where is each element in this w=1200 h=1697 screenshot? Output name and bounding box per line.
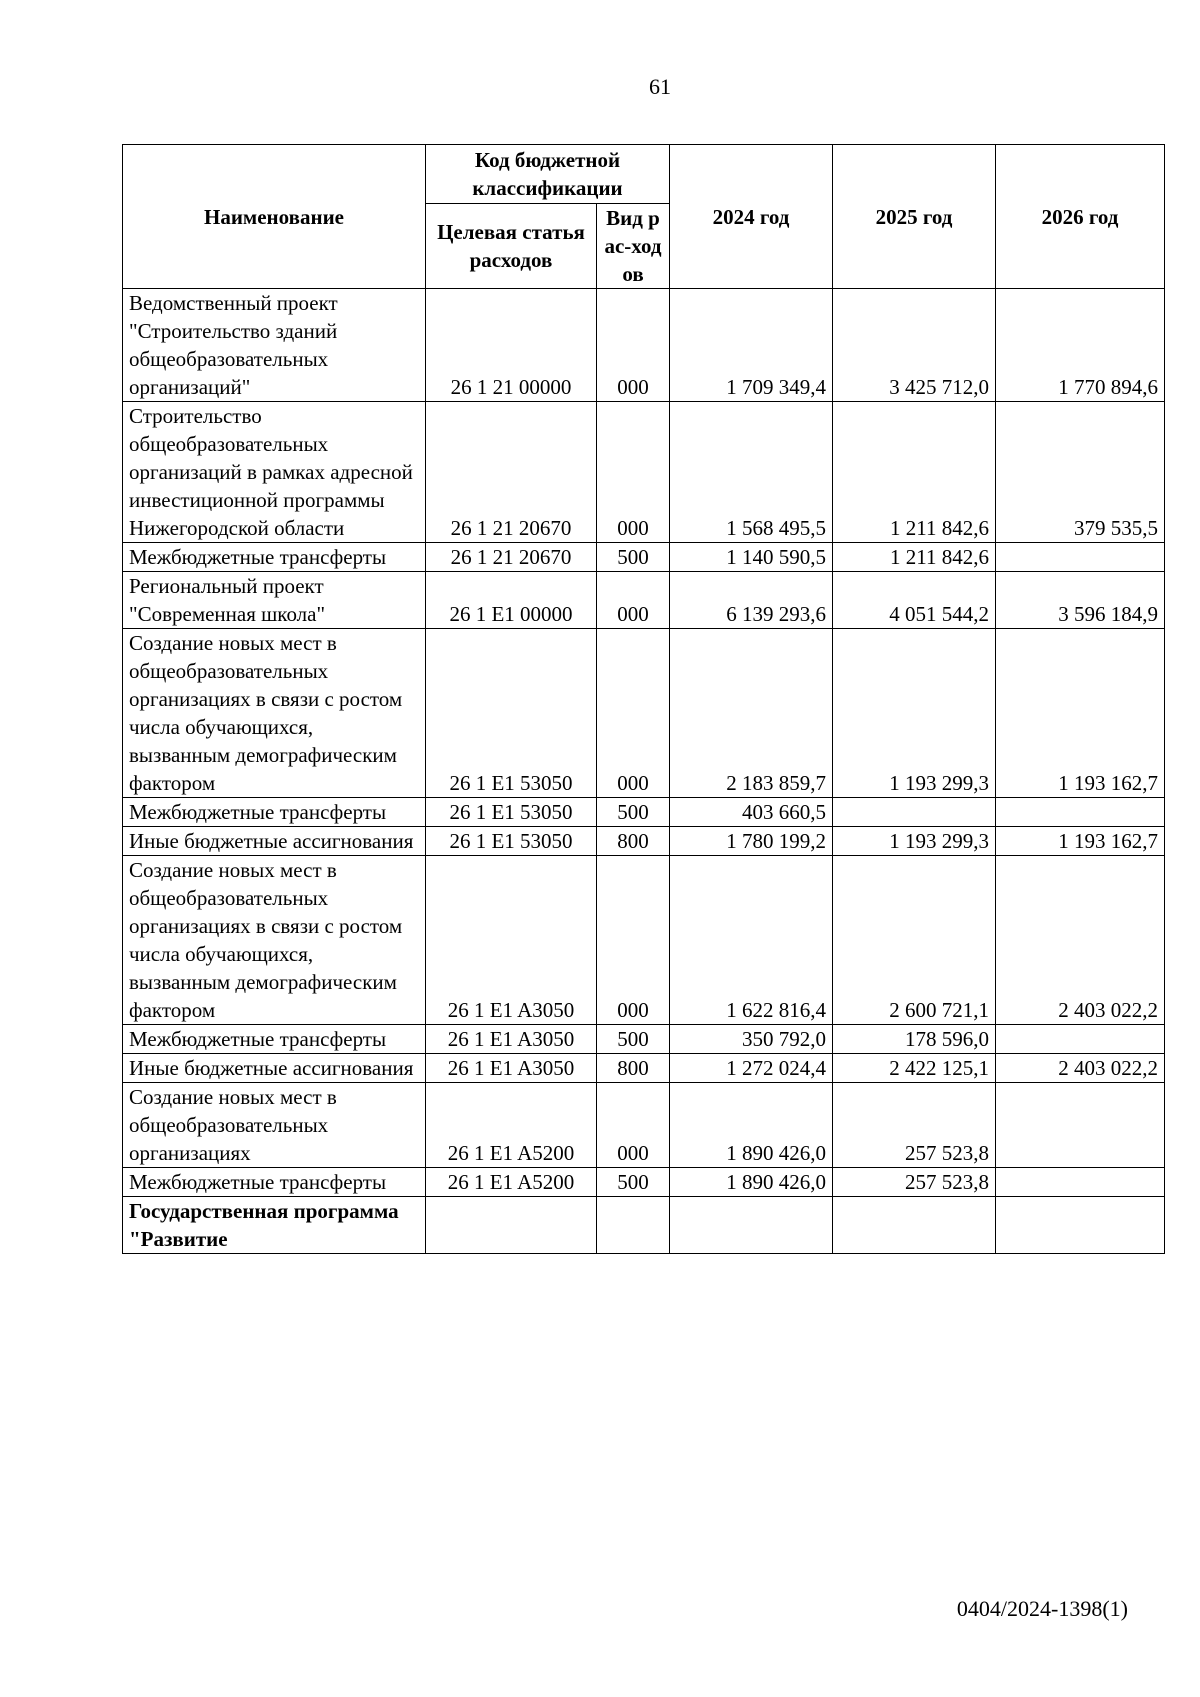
row-value-2026: 3 596 184,9 (996, 572, 1165, 629)
row-value-2025: 1 211 842,6 (833, 543, 996, 572)
row-value-2024: 6 139 293,6 (670, 572, 833, 629)
table-row (123, 856, 1165, 1025)
row-expense-kind: 000 (597, 629, 670, 798)
table-body (123, 289, 1165, 1254)
row-expense-kind: 000 (597, 402, 670, 543)
row-name: Строительство общеобразовательных организаций в рамках адресной инвестиционной программы Нижегородской области (123, 402, 426, 543)
row-target-code: 26 1 E1 A3050 (426, 1025, 597, 1054)
row-value-2025: 3 425 712,0 (833, 289, 996, 402)
row-value-2024: 1 140 590,5 (670, 543, 833, 572)
row-expense-kind: 800 (597, 827, 670, 856)
row-name: Межбюджетные трансферты (123, 1168, 426, 1197)
row-target-code: 26 1 E1 A3050 (426, 1054, 597, 1083)
budget-table (122, 144, 1165, 1254)
row-name: Создание новых мест в общеобразовательных организациях (123, 1083, 426, 1168)
row-value-2026 (996, 1083, 1165, 1168)
row-name: Иные бюджетные ассигнования (123, 1054, 426, 1083)
row-value-2025 (833, 1197, 996, 1254)
table-row (123, 798, 1165, 827)
row-value-2024: 1 709 349,4 (670, 289, 833, 402)
row-name: Иные бюджетные ассигнования (123, 827, 426, 856)
row-target-code: 26 1 21 00000 (426, 289, 597, 402)
table-row (123, 402, 1165, 543)
row-target-code: 26 1 E1 A5200 (426, 1168, 597, 1197)
header-row-1 (123, 145, 1165, 204)
row-target-code (426, 1197, 597, 1254)
row-value-2026: 1 193 162,7 (996, 629, 1165, 798)
row-value-2026 (996, 543, 1165, 572)
row-value-2026 (996, 798, 1165, 827)
row-value-2025 (833, 798, 996, 827)
table-row (123, 629, 1165, 798)
row-value-2026: 2 403 022,2 (996, 1054, 1165, 1083)
header-name: Наименование (123, 145, 426, 289)
row-value-2024: 1 272 024,4 (670, 1054, 833, 1083)
row-target-code: 26 1 E1 53050 (426, 827, 597, 856)
row-value-2026: 1 770 894,6 (996, 289, 1165, 402)
row-value-2026: 1 193 162,7 (996, 827, 1165, 856)
table-row (123, 289, 1165, 402)
table-row (123, 1054, 1165, 1083)
row-value-2026 (996, 1025, 1165, 1054)
row-name: Создание новых мест в общеобразовательных организациях в связи с ростом числа обучающихся, вызванным демографическим фактором (123, 856, 426, 1025)
table-row (123, 1083, 1165, 1168)
table-row (123, 1168, 1165, 1197)
row-value-2025: 1 193 299,3 (833, 827, 996, 856)
row-value-2026 (996, 1168, 1165, 1197)
row-target-code: 26 1 21 20670 (426, 543, 597, 572)
row-expense-kind: 000 (597, 289, 670, 402)
table-row (123, 572, 1165, 629)
row-value-2025: 2 422 125,1 (833, 1054, 996, 1083)
row-expense-kind: 000 (597, 856, 670, 1025)
row-value-2026: 2 403 022,2 (996, 856, 1165, 1025)
row-value-2024: 350 792,0 (670, 1025, 833, 1054)
row-expense-kind: 000 (597, 1083, 670, 1168)
row-expense-kind: 500 (597, 1168, 670, 1197)
row-value-2024: 1 622 816,4 (670, 856, 833, 1025)
row-value-2025: 2 600 721,1 (833, 856, 996, 1025)
row-value-2026 (996, 1197, 1165, 1254)
row-target-code: 26 1 E1 A5200 (426, 1083, 597, 1168)
row-value-2024: 1 890 426,0 (670, 1083, 833, 1168)
row-name: Создание новых мест в общеобразовательных организациях в связи с ростом числа обучающихся, вызванным демографическим фактором (123, 629, 426, 798)
row-value-2024: 2 183 859,7 (670, 629, 833, 798)
row-name: Государственная программа "Развитие (123, 1197, 426, 1254)
header-2025: 2025 год (833, 145, 996, 289)
row-value-2025: 1 193 299,3 (833, 629, 996, 798)
page-number: 61 (649, 74, 671, 99)
row-value-2026: 379 535,5 (996, 402, 1165, 543)
row-value-2024: 1 780 199,2 (670, 827, 833, 856)
row-target-code: 26 1 E1 53050 (426, 798, 597, 827)
row-value-2024: 403 660,5 (670, 798, 833, 827)
table-row (123, 1025, 1165, 1054)
row-value-2025: 4 051 544,2 (833, 572, 996, 629)
row-target-code: 26 1 E1 53050 (426, 629, 597, 798)
row-expense-kind: 500 (597, 543, 670, 572)
header-target: Целевая статья расходов (426, 204, 597, 289)
row-name: Межбюджетные трансферты (123, 543, 426, 572)
table-row (123, 827, 1165, 856)
row-expense-kind: 500 (597, 798, 670, 827)
table-row (123, 543, 1165, 572)
row-target-code: 26 1 21 20670 (426, 402, 597, 543)
row-value-2024 (670, 1197, 833, 1254)
row-value-2025: 257 523,8 (833, 1083, 996, 1168)
row-value-2024: 1 890 426,0 (670, 1168, 833, 1197)
row-value-2024: 1 568 495,5 (670, 402, 833, 543)
row-expense-kind: 000 (597, 572, 670, 629)
row-name: Ведомственный проект "Строительство зданий общеобразовательных организаций" (123, 289, 426, 402)
row-expense-kind: 800 (597, 1054, 670, 1083)
row-target-code: 26 1 E1 00000 (426, 572, 597, 629)
row-value-2025: 257 523,8 (833, 1168, 996, 1197)
header-2026: 2026 год (996, 145, 1165, 289)
row-value-2025: 178 596,0 (833, 1025, 996, 1054)
row-expense-kind: 500 (597, 1025, 670, 1054)
row-name: Межбюджетные трансферты (123, 798, 426, 827)
document-id: 0404/2024-1398(1) (956, 1596, 1128, 1621)
table-row (123, 1197, 1165, 1254)
row-expense-kind (597, 1197, 670, 1254)
row-name: Межбюджетные трансферты (123, 1025, 426, 1054)
header-2024: 2024 год (670, 145, 833, 289)
row-target-code: 26 1 E1 A3050 (426, 856, 597, 1025)
header-kind: Вид рас-ходов (597, 204, 670, 289)
row-name: Региональный проект "Современная школа" (123, 572, 426, 629)
header-code-group: Код бюджетной классификации (426, 145, 670, 204)
row-value-2025: 1 211 842,6 (833, 402, 996, 543)
